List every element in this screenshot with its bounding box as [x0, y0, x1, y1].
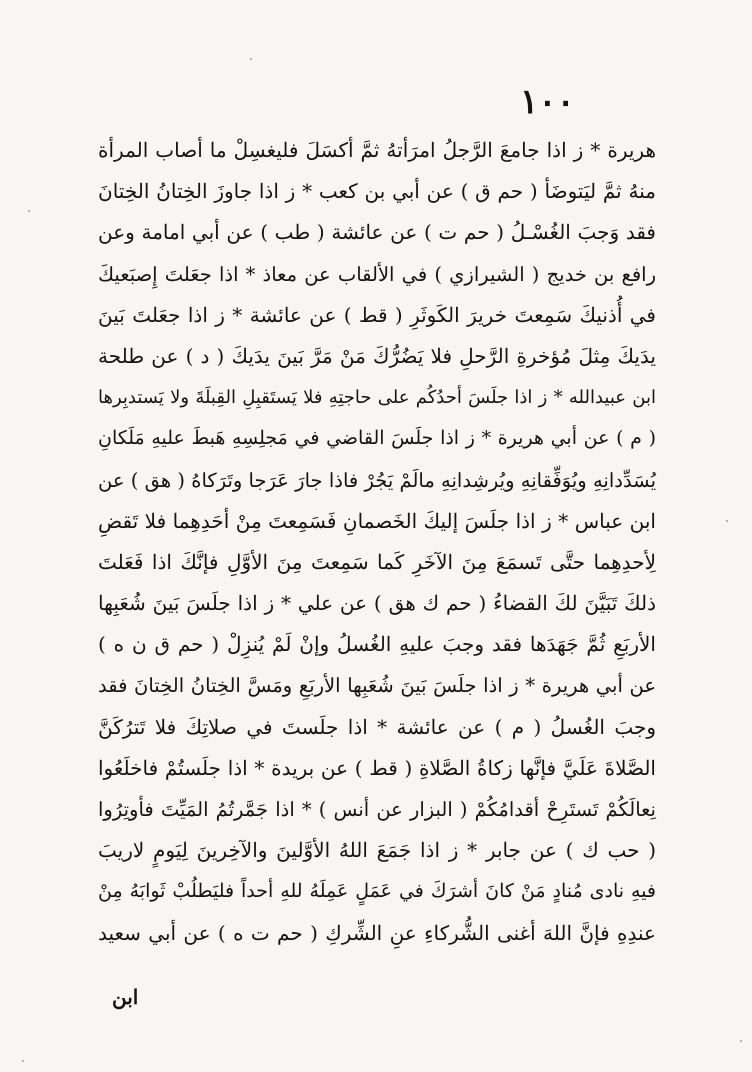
text-line: وجبَ الغُسلُ ( م ) عن عائشة * اذا جلَستَ في صلاتِكَ فلا تَترُكَنَّ	[98, 714, 656, 739]
text-line: ابن عبيدالله * ز اذا جلَسَ أحدُكُم على حاجتِهِ فلا يَستَقبِلِ القِبلَةَ ولا يَستدبِرها	[98, 387, 656, 409]
text-line: يدَيكَ مِثلَ مُؤخرةِ الرَّحلِ فلا يَضُرُّكَ مَنْ مَرَّ بَينَ يدَيكَ ( د ) عن طلحة	[98, 343, 656, 368]
text-line: فيهِ نادى مُنادٍ مَنْ كانَ أشرَكَ في عَمَلٍ عَمِلَهُ للهِ أحداً فليَطلُبْ ثَوابَهُ مِنْ	[98, 880, 656, 903]
text-line: عن أبي هريرة * ز اذا جلَسَ بَينَ شُعَبِها الأربَعِ ومَسَّ الخِتانُ الخِتانَ فقد	[98, 674, 656, 698]
text-line: منهُ ثمَّ ليَتوضَأ ( حم ق ) عن أبي بن كعب * ز اذا جاوزَ الخِتانُ الخِتانَ	[98, 179, 656, 204]
catchword: ابن	[112, 985, 139, 1009]
scan-speck	[740, 1040, 742, 1042]
text-line: الصَّلاةَ عَلَيَّ فإنَّها زكاةُ الصَّلاةِ ( قط ) عن بريدة * اذا جلَستُمْ فاخلَعُوا	[98, 755, 656, 780]
text-line: لِأحدِهِما حتَّى تَسمَعَ مِنَ الآخَرِ كَما سَمِعتَ مِنَ الأوَّلِ فإنَّكَ اذا فَعَلتَ	[98, 549, 656, 574]
text-line: ابن عباس * ز اذا جلَسَ إليكَ الخَصمانِ فَسَمِعتَ مِنْ أحَدِهِما فلا تَقضِ	[98, 508, 656, 533]
text-line: عندِهِ فإنَّ اللهَ أغنى الشُّركاءِ عنِ الشِّركِ ( حم ت ه ) عن أبي سعيد	[98, 920, 656, 945]
text-line: ( حب ك ) عن جابر * ز اذا جَمَعَ اللهُ الأوَّلينَ والآخِرينَ لِيَومٍ لاريبَ	[98, 838, 656, 863]
text-line: فقد وَجبَ الغُسْـلُ ( حم ت ) عن عائشة ( طب ) عن أبي امامة وعن	[98, 220, 656, 245]
scan-speck	[726, 520, 728, 522]
scan-speck	[250, 58, 252, 60]
scan-speck	[28, 210, 30, 212]
text-line: في أُذنيكَ سَمِعتَ خريرَ الكَوثَرِ ( قط ) عن عائشة * ز اذا جعَلتَ بَينَ	[98, 302, 656, 327]
text-line: يُسَدِّدانِهِ ويُوَفِّقانِهِ ويُرشِدانِهِ مالَمْ يَجُرْ فاذا جارَ عَرَجا وتَرَكاهُ ( هق ) عن	[98, 468, 656, 492]
text-line: ( م ) عن أبي هريرة * ز اذا جلَسَ القاضي في مَجلِسِهِ هَبطَ عليهِ مَلَكانِ	[98, 427, 656, 450]
page-number: ١٠٠	[520, 82, 575, 122]
text-line: الأربَعِ ثُمَّ جَهَدَها فقد وجبَ عليهِ الغُسلُ وإنْ لَمْ يُنزِلْ ( حم ق ن ه )	[98, 632, 656, 657]
text-line: رافع بن خديج ( الشيرازي ) في الألقاب عن معاذ * اذا جعَلتَ إِصبَعيكَ	[98, 262, 656, 286]
main-text-block	[98, 130, 656, 954]
text-line: نِعالَكُمْ تَستَرِحْ أقدامُكُمْ ( البزار عن أنس ) * اذا جَمَّرتُمُ المَيِّتَ فأوتِرُوا	[98, 798, 656, 821]
text-line: هريرة * ز اذا جامعَ الرَّجلُ امرَأتهُ ثمَّ أكسَلَ فليغسِلْ ما أصاب المرأة	[98, 138, 656, 162]
text-line: ذلكَ تَبَيَّنَ لكَ القضاءُ ( حم ك هق ) عن علي * ز اذا جلَسَ بَينَ شُعَبِها	[98, 591, 656, 616]
scan-speck	[22, 1060, 24, 1062]
